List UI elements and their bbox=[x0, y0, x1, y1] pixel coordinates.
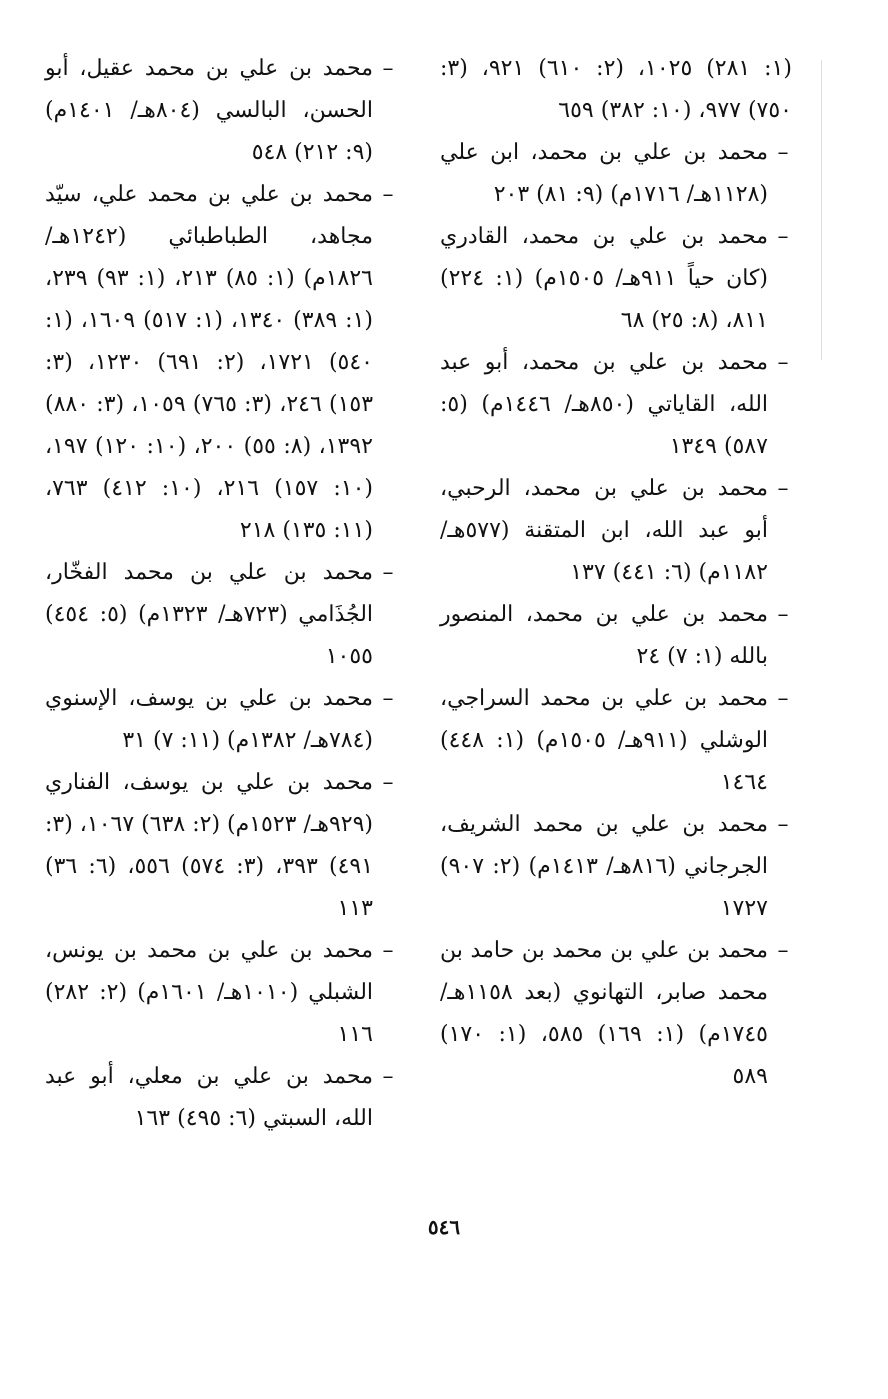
index-entry-text: محمد بن علي بن محمد بن يونس، الشبلي (١٠١٠هـ/ ١٦٠١م) (٢: ٢٨٢) ١١٦ bbox=[45, 938, 374, 1047]
index-entry-text: محمد بن علي بن معلي، أبو عبد الله، السبتي (٦: ٤٩٥) ١٦٣ bbox=[45, 1064, 373, 1131]
index-entry-text: محمد بن علي بن محمد علي، سيّد مجاهد، الطباطبائي (١٢٤٢هـ/ ١٨٢٦م) (١: ٨٥) ٢١٣، (١: ٩٣) ٢٣٩، (١: ٣٨٩) ١٣٤٠، (١: ٥١٧) ١٦٠٩، (١: ٥٤٠) ١٧٢١، (٢: ٦٩١) ١٢٣٠، (٣: ١٥٣) ٢٤٦، (٣: ٧٦٥) ١٠٥٩، (٣: ٨٨٠) ١٣٩٢، (٨: ٥٥) ٢٠٠، (١٠: ١٢٠) ١٩٧، (١٠: ١٥٧) ٢١٦، (١٠: ٤١٢) ٧٦٣، (١١: ١٣٥) ٢١٨ bbox=[45, 182, 374, 543]
index-entry-text: محمد بن علي بن محمد، القادري (كان حياً ٩١١هـ/ ١٥٠٥م) (١: ٢٢٤) ٨١١، (٨: ٢٥) ٦٨ bbox=[440, 224, 769, 333]
index-entry-text: محمد بن علي بن محمد الشريف، الجرجاني (٨١٦هـ/ ١٤١٣م) (٢: ٩٠٧) ١٧٢٧ bbox=[440, 812, 769, 921]
index-entry bbox=[440, 930, 792, 1098]
entry-dash: – bbox=[382, 686, 394, 711]
index-entry bbox=[45, 762, 397, 930]
entry-dash: – bbox=[777, 686, 789, 711]
entry-dash: – bbox=[382, 182, 394, 207]
scan-fold-line bbox=[821, 60, 822, 360]
entry-dash: – bbox=[382, 1064, 394, 1089]
index-entry bbox=[45, 678, 397, 762]
index-column-left bbox=[45, 48, 397, 1140]
index-entry bbox=[440, 48, 792, 132]
index-entry bbox=[45, 48, 397, 174]
index-entry-text: محمد بن علي بن يوسف، الإسنوي (٧٨٤هـ/ ١٣٨٢م) (١١: ٧) ٣١ bbox=[45, 686, 373, 753]
index-entry bbox=[45, 552, 397, 678]
entry-dash: – bbox=[777, 140, 789, 165]
index-entry-text: محمد بن علي بن محمد، المنصور بالله (١: ٧) ٢٤ bbox=[440, 602, 768, 669]
entry-dash: – bbox=[382, 938, 394, 963]
index-entry bbox=[440, 216, 792, 342]
index-entry bbox=[440, 342, 792, 468]
index-entry bbox=[440, 804, 792, 930]
entry-dash: – bbox=[382, 56, 394, 81]
index-entry bbox=[440, 594, 792, 678]
entry-dash: – bbox=[382, 560, 394, 585]
index-entry bbox=[440, 468, 792, 594]
entry-dash: – bbox=[777, 350, 789, 375]
index-entry-text: (١: ٢٨١) ١٠٢٥، (٢: ٦١٠) ٩٢١، (٣: ٧٥٠) ٩٧٧، (١٠: ٣٨٢) ٦٥٩ bbox=[440, 56, 792, 123]
index-entry bbox=[45, 930, 397, 1056]
index-entry-text: محمد بن علي بن محمد السراجي، الوشلي (٩١١هـ/ ١٥٠٥م) (١: ٤٤٨) ١٤٦٤ bbox=[440, 686, 769, 795]
index-entry-text: محمد بن علي بن محمد بن حامد بن محمد صابر، التهانوي (بعد ١١٥٨هـ/ ١٧٤٥م) (١: ١٦٩) ٥٨٥، (١: ١٧٠) ٥٨٩ bbox=[440, 938, 768, 1089]
index-entry-text: محمد بن علي بن محمد، الرحبي، أبو عبد الله، ابن المتقنة (٥٧٧هـ/ ١١٨٢م) (٦: ٤٤١) ١٣٧ bbox=[440, 476, 768, 585]
index-entry bbox=[440, 678, 792, 804]
index-entry bbox=[440, 132, 792, 216]
index-entry-text: محمد بن علي بن يوسف، الفناري (٩٢٩هـ/ ١٥٢٣م) (٢: ٦٣٨) ١٠٦٧، (٣: ٤٩١) ٣٩٣، (٣: ٥٧٤) ٥٥٦، (٦: ٣٦) ١١٣ bbox=[44, 770, 374, 921]
entry-dash: – bbox=[777, 224, 789, 249]
index-column-right bbox=[440, 48, 792, 1098]
entry-dash: – bbox=[382, 770, 394, 795]
index-entry-text: محمد بن علي بن محمد عقيل، أبو الحسن، البالسي (٨٠٤هـ/ ١٤٠١م) (٩: ٢١٢) ٥٤٨ bbox=[45, 56, 373, 165]
entry-dash: – bbox=[777, 602, 789, 627]
index-entry bbox=[45, 1056, 397, 1140]
index-entry-text: محمد بن علي بن محمد الفخّار، الجُذَامي (٧٢٣هـ/ ١٣٢٣م) (٥: ٤٥٤) ١٠٥٥ bbox=[45, 560, 374, 669]
index-entry bbox=[45, 174, 397, 552]
entry-dash: – bbox=[777, 938, 789, 963]
index-entry-text: محمد بن علي بن محمد، ابن علي (١١٢٨هـ/ ١٧١٦م) (٩: ٨١) ٢٠٣ bbox=[440, 140, 768, 207]
entry-dash: – bbox=[777, 476, 789, 501]
page-number: ٥٤٦ bbox=[427, 1215, 461, 1239]
entry-dash: – bbox=[777, 812, 789, 837]
index-entry-text: محمد بن علي بن محمد، أبو عبد الله، القاياتي (٨٥٠هـ/ ١٤٤٦م) (٥: ٥٨٧) ١٣٤٩ bbox=[440, 350, 769, 459]
